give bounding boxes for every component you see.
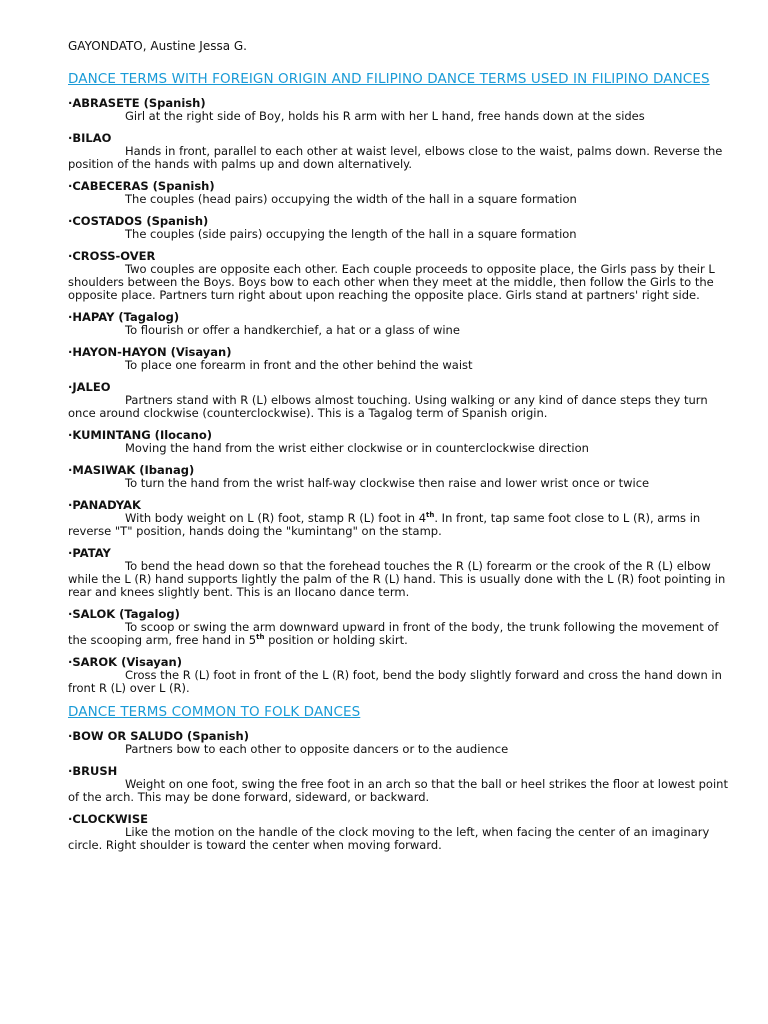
term-definition: Moving the hand from the wrist either clockwise or in counterclockwise direction — [125, 441, 589, 455]
term-title: ·JALEO — [68, 380, 111, 394]
term-title: ·HAYON-HAYON (Visayan) — [68, 345, 232, 359]
term-title: ·SAROK (Visayan) — [68, 655, 182, 669]
term-definition: Hands in front, parallel to each other at waist level, elbows close to the waist, palms down. Reverse the position of the hands with palms up and down alternatively. — [68, 144, 723, 171]
term-entry-hapay — [68, 311, 728, 337]
term-entry-clockwise — [68, 813, 728, 852]
term-entry-panadyak — [68, 499, 728, 538]
term-entry-abrasete — [68, 97, 728, 123]
section-heading: DANCE TERMS COMMON TO FOLK DANCES — [68, 704, 361, 720]
term-definition: Girl at the right side of Boy, holds his R arm with her L hand, free hands down at the sides — [125, 109, 645, 123]
ordinal-suffix: th — [426, 511, 435, 520]
definition-text: position or holding skirt. — [264, 633, 408, 647]
term-title: ·CLOCKWISE — [68, 812, 148, 826]
term-entry-masiwak — [68, 464, 728, 490]
term-entry-cross-over — [68, 250, 728, 302]
term-definition: Cross the R (L) foot in front of the L (R) foot, bend the body slightly forward and cross the hand down in front R (L) over L (R). — [68, 668, 722, 695]
term-title: ·BILAO — [68, 131, 112, 145]
term-title: ·BRUSH — [68, 764, 118, 778]
term-title: ·MASIWAK (Ibanag) — [68, 463, 195, 477]
term-title: ·PATAY — [68, 546, 111, 560]
section-common-folk-terms — [68, 704, 728, 852]
term-title: ·COSTADOS (Spanish) — [68, 214, 209, 228]
term-title: ·PANADYAK — [68, 498, 141, 512]
term-title: ·HAPAY (Tagalog) — [68, 310, 180, 324]
term-entry-bow-or-saludo — [68, 730, 728, 756]
term-definition: Two couples are opposite each other. Each couple proceeds to opposite place, the Girls pass by their L shoulders between the Boys. Boys bow to each other when they meet at the middle, then follow the Girls to the opposite place. Partners turn right about upon reaching the opposite place. Girls stand at partners' right side. — [68, 262, 715, 302]
term-title: ·BOW OR SALUDO (Spanish) — [68, 729, 249, 743]
term-title: ·KUMINTANG (Ilocano) — [68, 428, 212, 442]
definition-text: With body weight on L (R) foot, stamp R (L) foot in 4 — [125, 511, 427, 525]
term-title: ·CROSS-OVER — [68, 249, 156, 263]
author-name: GAYONDATO, Austine Jessa G. — [68, 39, 247, 53]
term-definition — [68, 512, 728, 538]
term-entry-costados — [68, 215, 728, 241]
term-entry-brush — [68, 765, 728, 804]
term-definition — [68, 621, 728, 647]
term-definition: The couples (head pairs) occupying the width of the hall in a square formation — [125, 192, 577, 206]
term-title: ·SALOK (Tagalog) — [68, 607, 180, 621]
term-definition: Weight on one foot, swing the free foot in an arch so that the ball or heel strikes the floor at lowest point of the arch. This may be done forward, sideward, or backward. — [68, 777, 728, 804]
term-entry-sarok — [68, 656, 728, 695]
term-entry-jaleo — [68, 381, 728, 420]
term-title: ·ABRASETE (Spanish) — [68, 96, 206, 110]
definition-text: To scoop or swing the arm downward upward in front of the body, the trunk following the movement of the scooping arm, free hand in 5 — [68, 620, 719, 647]
term-definition: The couples (side pairs) occupying the length of the hall in a square formation — [125, 227, 577, 241]
ordinal-suffix: th — [256, 633, 265, 642]
section-heading: DANCE TERMS WITH FOREIGN ORIGIN AND FILIPINO DANCE TERMS USED IN FILIPINO DANCES — [68, 71, 710, 87]
term-definition: To bend the head down so that the forehead touches the R (L) forearm or the crook of the R (L) elbow while the L (R) hand supports lightly the palm of the R (L) hand. This is usually done with the L (R) foot pointing in rear and knees slightly bent. This is an Ilocano dance term. — [68, 559, 726, 599]
term-definition: To turn the hand from the wrist half-way clockwise then raise and lower wrist once or twice — [125, 476, 650, 490]
section-foreign-origin-terms — [68, 71, 728, 695]
term-definition: Like the motion on the handle of the clock moving to the left, when facing the center of an imaginary circle. Right shoulder is toward the center when moving forward. — [68, 825, 710, 852]
term-entry-cabeceras — [68, 180, 728, 206]
term-definition: Partners bow to each other to opposite dancers or to the audience — [125, 742, 509, 756]
term-definition: To flourish or offer a handkerchief, a hat or a glass of wine — [125, 323, 460, 337]
term-entry-patay — [68, 547, 728, 599]
term-entry-bilao — [68, 132, 728, 171]
term-definition: Partners stand with R (L) elbows almost touching. Using walking or any kind of dance steps they turn once around clockwise (counterclockwise). This is a Tagalog term of Spanish origin. — [68, 393, 708, 420]
term-entry-salok — [68, 608, 728, 647]
term-definition: To place one forearm in front and the other behind the waist — [125, 358, 473, 372]
term-entry-kumintang — [68, 429, 728, 455]
term-title: ·CABECERAS (Spanish) — [68, 179, 215, 193]
term-entry-hayon-hayon — [68, 346, 728, 372]
definition-text: . In front, tap same foot close to L (R), arms in reverse "T" position, hands doing the "kumintang" on the stamp. — [68, 511, 701, 538]
